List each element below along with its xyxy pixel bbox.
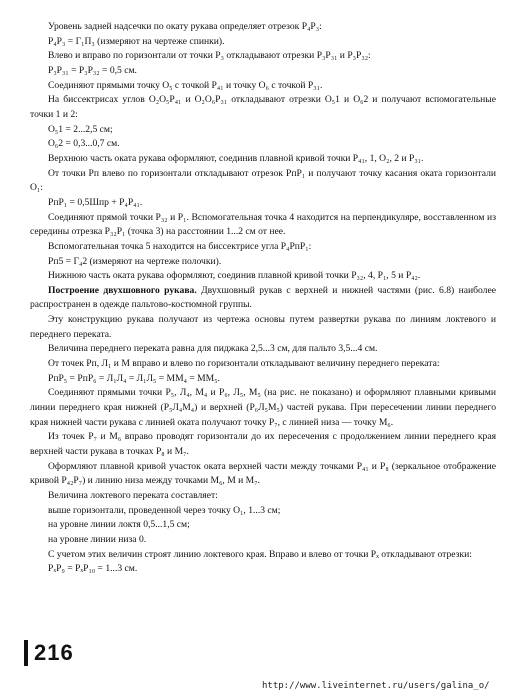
formula-line: O₅1 = 2...2,5 см;: [48, 123, 113, 135]
paragraph: Влево и вправо по горизонтали от точки P₃ откладывают отрезки P₃P₃₁ и P₃P₃₂:: [48, 50, 371, 62]
page-folio: [24, 640, 74, 666]
paragraph: Нижнюю часть оката рукава оформляют, соединив плавной кривой точки P₃₂, 4, P₁, 5 и P₄₂.: [48, 270, 421, 282]
formula-line: P₃P₃₁ = P₃P₃₂ = 0,5 см.: [48, 64, 137, 76]
paragraph: На биссектрисах углов O₂O₅P₄₁ и O₂O₆P₃₁ откладывают отрезки O₅1 и O₆2 и получают вспомогательные точки 1 и 2:: [30, 94, 496, 120]
paragraph: Верхнюю часть оката рукава оформляют, соединив плавной кривой точки P₄₁, 1, O₂, 2 и P₃₁.: [48, 152, 424, 164]
paragraph: От точек Pп, Л₁ и M вправо и влево по горизонтали откладывают величину переднего переката:: [48, 358, 440, 370]
folio-rule: [24, 640, 28, 666]
formula-line: PₓP₉ = PₓP₁₀ = 1...3 см.: [48, 563, 138, 575]
paragraph: Величина переднего переката равна для пиджака 2,5...3 см, для пальто 3,5...4 см.: [48, 343, 378, 355]
paragraph: Вспомогательная точка 5 находится на биссектрисе угла P₄PпP₁:: [48, 240, 312, 252]
paragraph: Оформляют плавной кривой участок оката верхней части между точками P₄₁ и P₈ (зеркальное отображение кривой P₄₂P₇) и линию низа между точками M₆, M и M₇.: [30, 460, 496, 487]
paragraph: От точки Pп влево по горизонтали откладывают отрезок PпP₁ и получают точку касания оката горизонтали O₁:: [30, 167, 496, 194]
paragraph: Соединяют прямыми точки P₅, Л₄, M₄ и P₆, Л₅, M₅ (на рис. не показано) и оформляют плавными кривыми линии переднего края нижней (P₅Л₄M₄) и верхней (P₆Л₅M₅) частей рукава. При пересечении линии переднего края нижней части рукава с линией оката получают точку P₇, с линией низа — точку M₆.: [30, 387, 496, 428]
paragraph: выше горизонтали, проведенной через точку O₁, 1...3 см;: [48, 504, 281, 516]
section-paragraph: Построение двухшовного рукава. Двухшовный рукав с верхней и нижней частями (рис. 6.8) наиболее распространен в одежде пальтово-костюмной группы.: [30, 284, 496, 311]
paragraph: Из точек P₇ и M₆ вправо проводят горизонтали до их пересечения с продолжением линии переднего края верхней части рукава в точках P₈ и M₇.: [30, 431, 496, 458]
paragraph: на уровне линии локтя 0,5...1,5 см;: [48, 519, 190, 531]
paragraph: Величина локтевого переката составляет:: [48, 490, 218, 501]
paragraph: С учетом этих величин строят линию локтевого края. Вправо и влево от точки Pₓ откладывают отрезки:: [48, 548, 472, 560]
formula-line: PпP₁ = 0,5Шпр + P₄P₄₁.: [48, 196, 143, 208]
paragraph: Соединяют прямой точки P₃₂ и P₁. Вспомогательная точка 4 находится на перпендикуляре, восставленном из середины отрезка P₃₂P₁ (точка 3) на расстоянии 1...2 см от нее.: [30, 211, 496, 238]
paragraph: на уровне линии низа 0.: [48, 533, 147, 545]
formula-line: P₄P₃ = Г₁П₃ (измеряют на чертеже спинки).: [48, 35, 225, 47]
paragraph: Эту конструкцию рукава получают из чертежа основы путем развертки рукава по линиям локтевого и переднего переката.: [30, 314, 496, 340]
section-heading: Построение двухшовного рукава.: [48, 284, 197, 296]
watermark-url: http://www.liveinternet.ru/users/galina_o/: [262, 681, 490, 691]
body-text: [30, 20, 496, 577]
paragraph: Соединяют прямыми точку O₅ с точкой P₄₁ и точку O₆ с точкой P₃₁.: [48, 79, 323, 91]
formula-line: PпP₅ = PпP₆ = Л₁Л₄ = Л₁Л₅ = MM₄ = MM₅.: [48, 372, 220, 384]
formula-line: Pп5 = Г₄2 (измеряют на чертеже полочки).: [48, 255, 222, 267]
page-number: 216: [34, 640, 74, 665]
formula-line: O₆2 = 0,3...0,7 см.: [48, 138, 120, 150]
paragraph: Уровень задней надсечки по окату рукава определяет отрезок P₄P₃:: [48, 21, 322, 32]
